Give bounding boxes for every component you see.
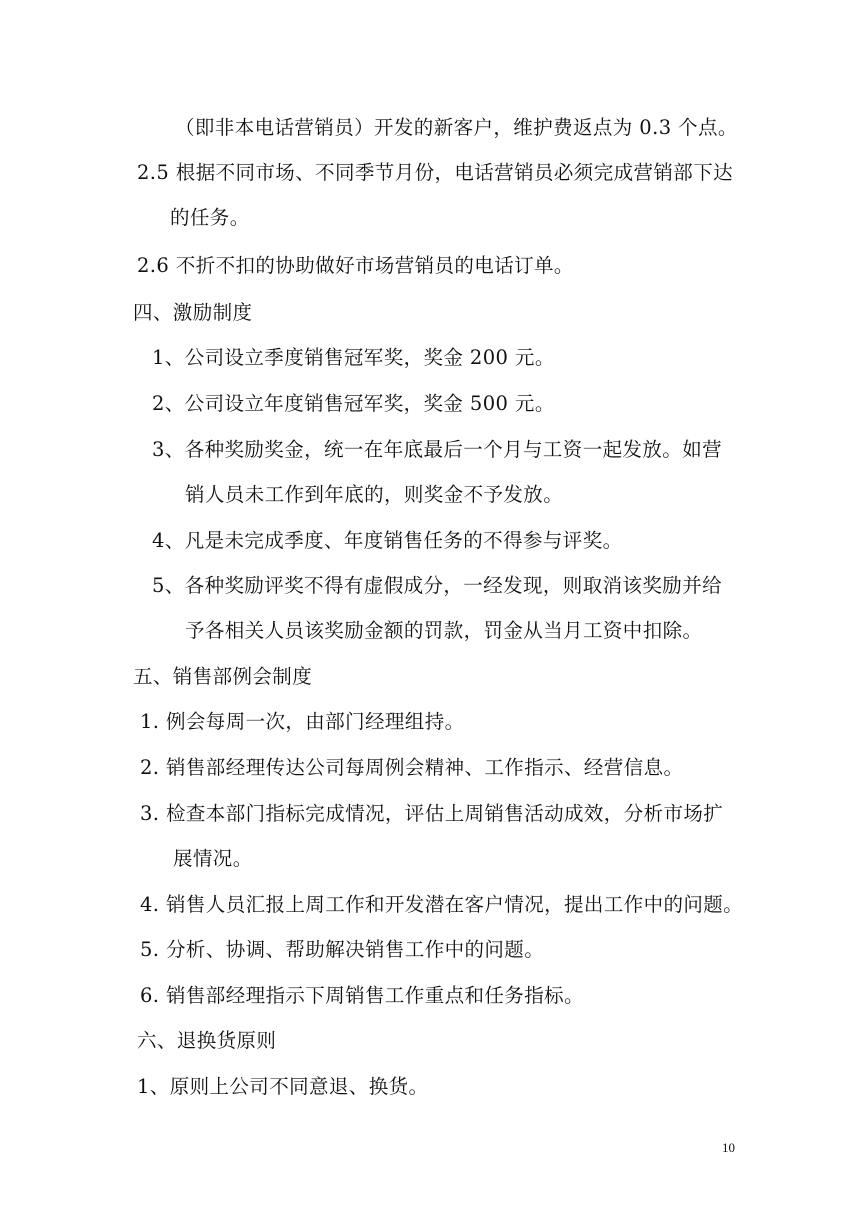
list-item: 1、公司设立季度销售冠军奖，奖金 200 元。 bbox=[152, 346, 555, 369]
list-item: 5. 分析、协调、帮助解决销售工作中的问题。 bbox=[140, 938, 545, 961]
text-line: （即非本电话营销员）开发的新客户，维护费返点为 0.3 个点。 bbox=[175, 116, 738, 139]
list-item: 2、公司设立年度销售冠军奖，奖金 500 元。 bbox=[152, 392, 555, 415]
section-heading: 六、退换货原则 bbox=[137, 1029, 277, 1052]
text-line: 2.6 不折不扣的协助做好市场营销员的电话订单。 bbox=[137, 254, 574, 277]
list-item: 1. 例会每周一次，由部门经理组持。 bbox=[140, 710, 465, 733]
list-item: 3. 检查本部门指标完成情况，评估上周销售活动成效，分析市场扩 bbox=[140, 802, 724, 825]
text-line: 销人员未工作到年底的，则奖金不予发放。 bbox=[185, 483, 564, 506]
text-line: 予各相关人员该奖励金额的罚款，罚金从当月工资中扣除。 bbox=[185, 619, 703, 642]
text-line: 的任务。 bbox=[170, 206, 250, 229]
text-line: 2.5 根据不同市场、不同季节月份，电话营销员必须完成营销部下达 bbox=[137, 161, 734, 184]
text-line: 展情况。 bbox=[173, 847, 253, 870]
list-item: 1、原则上公司不同意退、换货。 bbox=[137, 1075, 429, 1098]
list-item: 4、凡是未完成季度、年度销售任务的不得参与评奖。 bbox=[152, 529, 623, 552]
list-item: 5、各种奖励评奖不得有虚假成分，一经发现，则取消该奖励并给 bbox=[152, 574, 723, 597]
list-item: 2. 销售部经理传达公司每周例会精神、工作指示、经营信息。 bbox=[140, 756, 684, 779]
list-item: 4. 销售人员汇报上周工作和开发潜在客户情况，提出工作中的问题。 bbox=[140, 893, 744, 916]
list-item: 3、各种奖励奖金，统一在年底最后一个月与工资一起发放。如营 bbox=[152, 438, 723, 461]
section-heading: 五、销售部例会制度 bbox=[133, 665, 313, 688]
section-heading: 四、激励制度 bbox=[133, 301, 253, 324]
list-item: 6. 销售部经理指示下周销售工作重点和任务指标。 bbox=[140, 984, 584, 1007]
page-number: 10 bbox=[722, 1140, 735, 1155]
